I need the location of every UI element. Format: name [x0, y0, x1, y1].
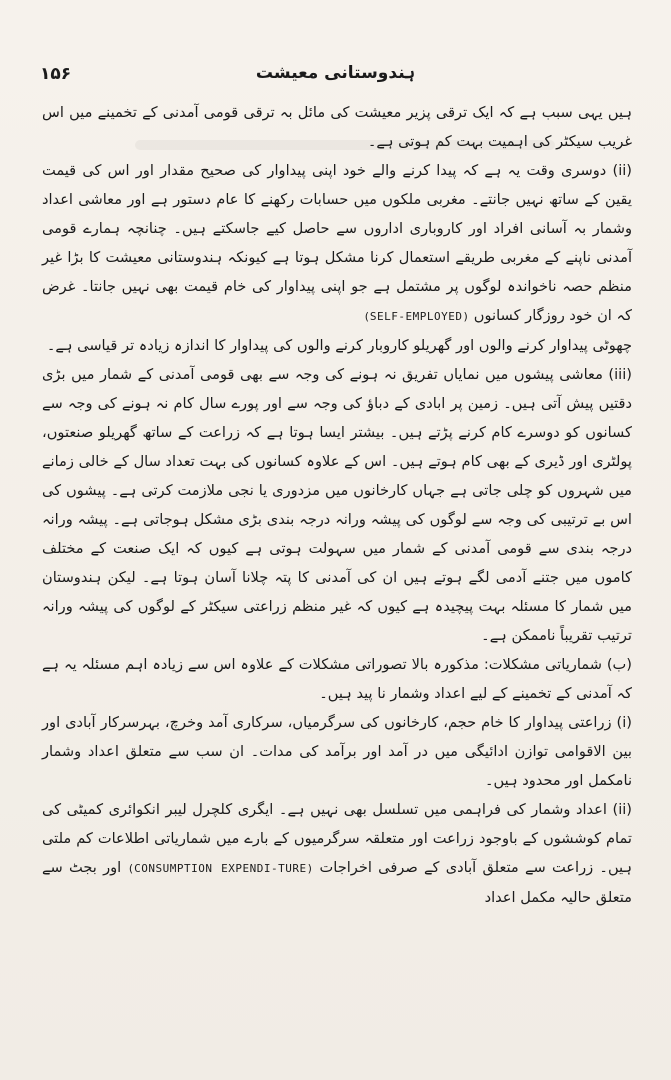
self-employed-term: (SELF-EMPLOYED)	[363, 310, 470, 323]
consumption-expenditure-term: (CONSUMPTION EXPENDI-TURE)	[127, 862, 314, 875]
page-header	[0, 60, 671, 90]
paragraph-7-tail: اور بجٹ سے متعلق حالیہ مکمل اعداد	[42, 859, 632, 906]
paragraph-4: (iii) معاشی پیشوں میں نمایاں تفریق نہ ہونے کی وجہ سے بھی قومی آمدنی کے شمار میں بڑی دقتیں پیش آتی ہیں۔ زمین پر ابادی کے دباؤ کی وجہ سے اور پورے سال کام نہ ہونے کی وجہ سے کسانوں کو دوسرے کام کرنے پڑتے ہیں۔ بیشتر ایسا ہوتا ہے کہ زراعت کے ساتھ گھریلو صنعتوں، پولٹری اور ڈیری کے بھی کام ہوتے ہیں۔ اس کے علاوہ کسانوں کی بہت تعداد سال کے خالی زمانے میں شہروں کو چلی جاتی ہے جہاں کارخانوں میں مزدوری یا نجی ملازمت کرتی ہے۔ پیشوں کی اس بے ترتیبی کی وجہ سے لوگوں کی پیشہ ورانہ درجہ بندی بڑی مشکل ہوجاتی ہے۔ پیشہ ورانہ درجہ بندی سے قومی آمدنی کے شمار میں سہولت ہوتی ہے کیوں کہ ایک صنعت کے مختلف کاموں میں جتنے آدمی لگے ہوتے ہیں ان کی آمدنی کا پتہ چلانا آسان ہوتا ہے۔ لیکن ہندوستان میں شمار کا مسئلہ بہت پیچیدہ ہے کیوں کہ غیر منظم زراعتی سیکٹر کے لوگوں کی پیشہ ورانہ ترتیب تقریباً ناممکن ہے۔	[42, 366, 632, 644]
paragraph-3: چھوٹی پیداوار کرنے والوں اور گھریلو کاروبار کرنے والوں کی پیداوار کا اندازہ زیادہ تر قیاسی ہے۔	[46, 337, 632, 354]
page-title: ہندوستانی معیشت	[255, 63, 416, 83]
paragraph-6: (i) زراعتی پیداوار کا خام حجم، کارخانوں کی سرگرمیاں، سرکاری آمد وخرچ، بہرسرکار آبادی اور بین الاقوامی توازن ادائیگی میں در آمد اور برآمد کی مدات۔ ان سب سے متعلق اعداد وشمار نامکمل اور محدود ہیں۔	[42, 714, 632, 789]
paragraph-5: (ب) شماریاتی مشکلات: مذکورہ بالا تصوراتی مشکلات کے علاوہ اس سے زیادہ اہم مسئلہ یہ ہے کہ آمدنی کے تخمینے کے لیے اعداد وشمار نا پید ہیں۔	[42, 656, 632, 702]
page-number: ۱۵۶	[40, 64, 72, 84]
paragraph-1: ہیں یہی سبب ہے کہ ایک ترقی پزیر معیشت کی مائل بہ ترقی قومی آمدنی کے تخمینے میں اس غریب سیکٹر کی اہمیت بہت کم ہوتی ہے۔	[42, 104, 632, 150]
page-body	[42, 98, 632, 912]
paragraph-2	[42, 156, 632, 331]
paragraph-2-text: (ii) دوسری وقت یہ ہے کہ پیدا کرنے والے خود اپنی پیداوار کی صحیح مقدار اور اس کی قیمت یقین کے ساتھ نہیں جانتے۔ مغربی ملکوں میں حسابات رکھنے کا عام دستور ہے اور معاشی اعداد وشمار بہ آسانی افراد اور کاروباری اداروں سے حاصل کیے جاسکتے ہیں۔ چنانچہ ہمارے قومی آمدنی ناپنے کے مغربی طریقے استعمال کرنا مشکل ہوتا ہے کیونکہ ہندوستانی معیشت کا بڑا غیر منظم حصہ ناخواندہ لوگوں پر مشتمل ہے جو اپنی پیداوار کی خام قیمت بھی نہیں جانتا۔ غرض کہ ان خود روزگار کسانوں	[42, 162, 632, 324]
paragraph-7	[42, 795, 632, 912]
paragraph-7-text: (ii) اعداد وشمار کی فراہمی میں تسلسل بھی نہیں ہے۔ ایگری کلچرل لیبر انکوائری کمیٹی کی تمام کوششوں کے باوجود زراعت اور متعلقہ سرگرمیوں کے بارے میں شماریاتی اطلاعات کم ملتی ہیں۔ زراعت سے متعلق آبادی کے صرفی اخراجات	[42, 801, 633, 876]
